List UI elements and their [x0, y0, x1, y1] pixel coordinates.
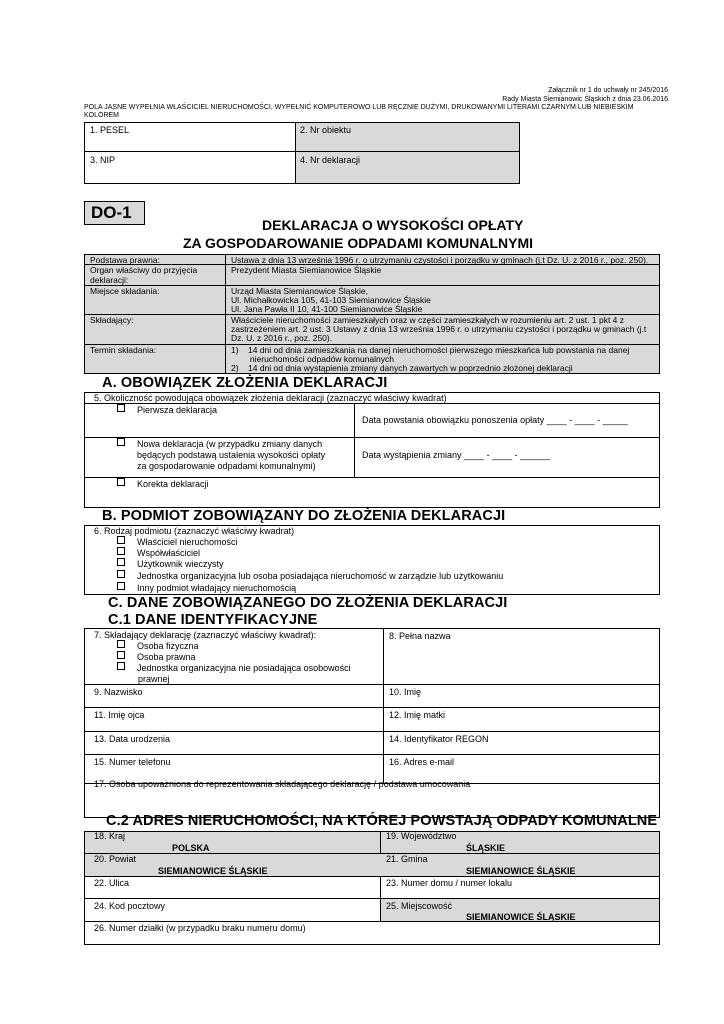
- address-grey-left-a: [85, 832, 380, 853]
- email-field[interactable]: 16. Adres e-mail: [389, 757, 455, 767]
- info-value-legal-basis: Ustawa z dnia 13 września 1996 r. o utrzymaniu czystości i porządku w gminach (j.t Dz. U. z 2016 r., poz. 250).: [231, 255, 649, 265]
- first-declaration-option[interactable]: [117, 405, 217, 416]
- info-value-place-3: Ul. Jana Pawła II 10, 41-100 Siemianowice Śląskie: [231, 304, 423, 314]
- nip-label: 3. NIP: [90, 155, 116, 165]
- submitter-option-unit[interactable]: [117, 663, 351, 674]
- submitter-type-label: 7. Składający deklarację (zaznaczyć właściwy kwadrat):: [94, 630, 317, 640]
- submitter-option-natural[interactable]: [117, 641, 199, 652]
- correction-option[interactable]: [117, 479, 209, 490]
- option-label: Jednostka organizacyjna lub osoba posiadająca nieruchomość w zarządzie lub użytkowaniu: [137, 571, 504, 581]
- info-label-authority: Organ właściwy do przyjęcia deklaracji:: [90, 265, 198, 285]
- checkbox[interactable]: [117, 662, 125, 670]
- checkbox[interactable]: [117, 438, 125, 446]
- checkbox[interactable]: [117, 404, 125, 412]
- city-value: SIEMIANOWICE ŚLĄSKIE: [466, 912, 576, 922]
- postal-code-field[interactable]: 24. Kod pocztowy: [94, 901, 166, 911]
- first-declaration-label: Pierwsza deklaracja: [137, 405, 218, 415]
- section-c2-title: C.2 ADRES NIERUCHOMOŚCI, NA KTÓREJ POWSTAJĄ ODPADY KOMUNALNE: [106, 813, 658, 829]
- municipality-label: 21. Gmina: [386, 854, 428, 864]
- country-value: POLSKA: [172, 843, 210, 853]
- voivodeship-label: 19. Województwo: [386, 831, 457, 841]
- checkbox[interactable]: [117, 582, 125, 590]
- checkbox[interactable]: [117, 547, 125, 555]
- circumstance-label: 5. Okoliczność powodująca obowiązek złożenia deklaracji (zaznaczyć właściwy kwadrat): [94, 393, 447, 403]
- father-name-field[interactable]: 11. Imię ojca: [94, 710, 145, 720]
- mother-name-field[interactable]: 12. Imię matki: [389, 710, 446, 720]
- section-c1-title: C.1 DANE IDENTYFIKACYJNE: [108, 612, 318, 628]
- info-value-place-1: Urząd Miasta Siemianowice Śląskie,: [231, 286, 368, 296]
- regon-field[interactable]: 14. Identyfikator REGON: [389, 734, 489, 744]
- checkbox[interactable]: [117, 570, 125, 578]
- option-label: Właściciel nieruchomości: [137, 537, 238, 547]
- declaration-no-label: 4. Nr deklaracji: [300, 155, 361, 165]
- entity-option-unit[interactable]: [117, 571, 503, 582]
- info-value-deadline-2: nieruchomości odpadów komunalnych: [231, 354, 395, 364]
- representative-field[interactable]: 17. Osoba upoważniona do reprezentowania składającego deklarację / podstawa umocowania: [94, 779, 471, 789]
- street-field[interactable]: 22. Ulica: [94, 878, 130, 888]
- section-a-title: A. OBOWIĄZEK ZŁOŻENIA DEKLARACJI: [102, 375, 388, 391]
- option-label: Użytkownik wieczysty: [137, 559, 224, 569]
- checkbox[interactable]: [117, 640, 125, 648]
- info-value-deadline-1: 1) 14 dni od dnia zamieszkania na danej nieruchomości pierwszego mieszkańca lub powstania na danej: [231, 345, 630, 355]
- title-line-1: DEKLARACJA O WYSOKOŚCI OPŁATY: [262, 217, 524, 233]
- info-value-submitter-2: zastrzeżeniem art. 2 ust. 3 Ustawy z dnia 13 września 1996 r. o utrzymaniu czystości i porządku w gminach (j.t: [231, 324, 647, 334]
- option-label: Inny podmiot władający nieruchomością: [137, 583, 297, 593]
- county-label: 20. Powiat: [94, 854, 137, 864]
- info-label-legal-basis: Podstawa prawna:: [90, 255, 160, 265]
- fill-instruction: POLA JASNE WYPEŁNIA WŁAŚCICIEL NIERUCHOMOŚCI, WYPEŁNIĆ KOMPUTEROWO LUB RĘCZNIE DUŻYMI, DRUKOWANYMI LITERAMI CZARNYM LUB NIEBIESKIM KOLOREM: [84, 104, 634, 119]
- info-label-place: Miejsce składania:: [90, 286, 160, 296]
- full-name-field[interactable]: 8. Pełna nazwa: [389, 631, 451, 641]
- municipality-value: SIEMIANOWICE ŚLĄSKIE: [466, 866, 576, 876]
- checkbox[interactable]: [117, 558, 125, 566]
- entity-type-label: 6. Rodzaj podmiotu (zaznaczyć właściwy kwadrat): [94, 526, 295, 536]
- section-b-title: B. PODMIOT ZOBOWIĄZANY DO ZŁOŻENIA DEKLARACJI: [102, 508, 506, 524]
- entity-option-other[interactable]: [117, 583, 296, 594]
- form-code: DO-1: [91, 203, 132, 222]
- surname-field[interactable]: 9. Nazwisko: [94, 687, 143, 697]
- phone-field[interactable]: 15. Numer telefonu: [94, 757, 171, 767]
- option-label: Jednostka organizacyjna nie posiadająca osobowości: [137, 663, 351, 673]
- submitter-option-unit-cont: prawnej: [138, 674, 170, 684]
- voivodeship-value: ŚLĄSKIE: [466, 843, 506, 853]
- county-value: SIEMIANOWICE ŚLĄSKIE: [158, 866, 268, 876]
- info-value-submitter-1: Właściciele nieruchomości zamieszkałych oraz w części zamieszkałych w rozumieniu art. 2 ust. 1 pkt 4 z: [231, 315, 625, 325]
- option-label: Współwłaściciel: [137, 548, 201, 558]
- checkbox[interactable]: [117, 651, 125, 659]
- first-declaration-date[interactable]: Data powstania obowiązku ponoszenia opłaty ____ - ____ - _____: [362, 415, 628, 425]
- entity-option-coowner[interactable]: [117, 548, 200, 559]
- new-declaration-option[interactable]: [117, 439, 325, 472]
- correction-label: Korekta deklaracji: [137, 479, 209, 489]
- annex-line-1: Załącznik nr 1 do uchwały nr 245/2016: [548, 87, 668, 94]
- object-no-label: 2. Nr obiektu: [300, 125, 352, 135]
- change-date[interactable]: Data wystąpienia zmiany ____ - ____ - ______: [362, 450, 551, 460]
- option-label: Osoba prawna: [137, 652, 196, 662]
- nip-field[interactable]: [85, 152, 295, 183]
- submitter-option-legal[interactable]: [117, 652, 196, 663]
- option-label: Osoba fizyczna: [137, 641, 199, 651]
- title-line-2: ZA GOSPODAROWANIE ODPADAMI KOMUNALNYMI: [183, 235, 533, 251]
- pesel-label: 1. PESEL: [90, 125, 130, 135]
- house-number-field[interactable]: 23. Numer domu / numer lokalu: [386, 878, 513, 888]
- entity-option-perpetual[interactable]: [117, 559, 224, 570]
- info-value-submitter-3: Dz. U. z 2016 r., poz. 250).: [231, 333, 333, 343]
- annex-line-2: Rady Miasta Siemianowic Śląskich z dnia 23.06.2016: [502, 96, 668, 103]
- checkbox[interactable]: [117, 478, 125, 486]
- info-label-submitter: Składający:: [90, 315, 134, 325]
- birth-date-field[interactable]: 13. Data urodzenia: [94, 734, 171, 744]
- first-name-field[interactable]: 10. Imię: [389, 687, 422, 697]
- info-value-place-2: Ul. Michałkowicka 105, 41-103 Siemianowice Śląskie: [231, 295, 431, 305]
- new-declaration-label: Nowa deklaracja (w przypadku zmiany danych będących podstawą ustalenia wysokości opłaty za gospodarowanie odpadami komunalnymi): [137, 439, 326, 471]
- checkbox[interactable]: [117, 536, 125, 544]
- info-label-deadline: Termin składania:: [90, 345, 157, 355]
- info-value-authority: Prezydent Miasta Siemianowice Śląskie: [231, 265, 382, 275]
- entity-option-owner[interactable]: [117, 537, 238, 548]
- info-value-deadline-3: 2) 14 dni od dnia wystąpienia zmiany danych zawartych w poprzednio złożonej deklaracji: [231, 363, 573, 373]
- plot-number-field[interactable]: 26. Numer działki (w przypadku braku numeru domu): [94, 923, 306, 933]
- city-label: 25. Miejscowość: [386, 901, 453, 911]
- section-c-title: C. DANE ZOBOWIĄZANEGO DO ZŁOŻENIA DEKLARACJI: [108, 595, 508, 611]
- country-label: 18. Kraj: [94, 831, 126, 841]
